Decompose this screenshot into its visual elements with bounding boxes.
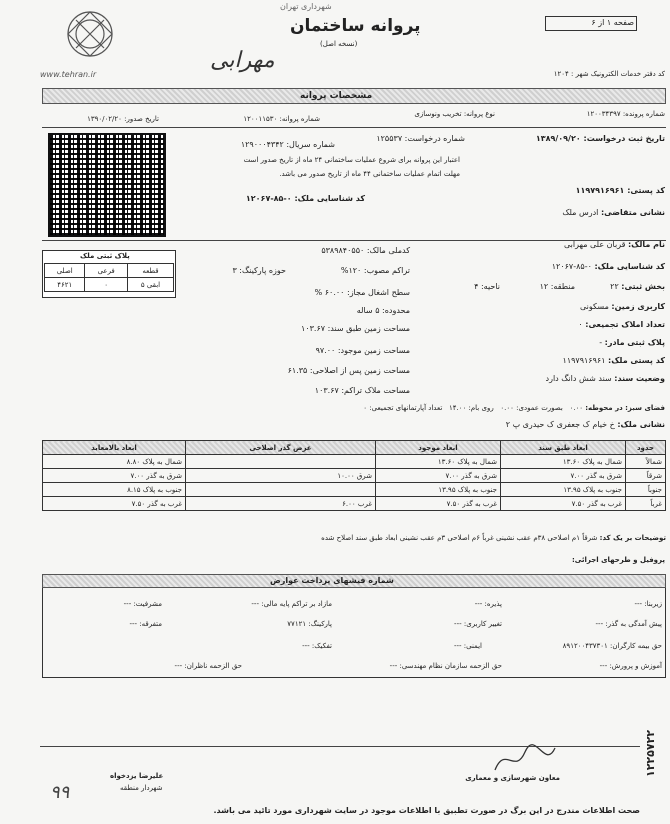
permit-type-value: تخریب ونوسازی — [414, 110, 462, 118]
postal2-label: کد پستی ملک: — [608, 356, 665, 365]
national-label: کدملی مالک: — [366, 246, 410, 255]
fee-label: مشرفیت: — [133, 600, 162, 608]
serial-value: ۱۲۹۰۰۰۴۳۴۲ — [240, 140, 284, 149]
file-no — [495, 110, 665, 119]
owner-name-label: نام مالک: — [627, 240, 665, 249]
postal-code — [470, 186, 665, 196]
fee-value: --- — [599, 662, 608, 670]
serial-label: شماره سریال: — [286, 140, 335, 149]
apartments-value: ۰ — [363, 404, 368, 412]
roof-value: ۱۴.۰۰ — [448, 404, 467, 412]
plaque-col: اصلی — [45, 264, 85, 278]
density-value: ۱۲۰% — [340, 266, 362, 275]
parking-zone-value: ۳ — [232, 266, 237, 275]
org-top: شهرداری تهران — [280, 2, 332, 11]
issue-date — [44, 115, 159, 124]
limit-label: محدوده: — [382, 306, 410, 315]
serial-no — [180, 140, 335, 150]
handwritten-name: مهرابی — [210, 48, 275, 73]
fee-label: تفکیک: — [311, 642, 332, 650]
land-doc-value: ۱۰۳.۶۷ — [301, 324, 326, 333]
fee-item — [532, 600, 662, 609]
deed-status — [420, 374, 665, 384]
signer-right-title: معاون شهرسازی و معماری — [465, 774, 560, 782]
density-label: تراکم مصوب: — [363, 266, 410, 275]
fee-label: حق الزحمه ناظران: — [184, 662, 242, 670]
fee-item — [392, 620, 502, 629]
fee-label: آموزش و پرورش: — [609, 662, 662, 670]
address-label: نشانی متقاضی: — [600, 208, 665, 217]
request-no-value: ۱۲۵۵۳۷ — [376, 134, 403, 143]
office-label: کد دفتر خدمات الکترونیک شهر : — [571, 70, 665, 78]
occupancy — [225, 288, 410, 298]
fee-value: --- — [454, 620, 462, 628]
fee-value: --- — [302, 642, 310, 650]
bounds-cell: شمال به پلاک ۱۳.۶۰ — [376, 455, 501, 469]
land-use — [420, 302, 665, 312]
fee-value: --- — [123, 600, 132, 608]
validity-line-2: مهلت اتمام عملیات ساختمانی ۴۴ ماه از تاریخ صدور می باشد. — [279, 170, 460, 178]
file-no-value: ۱۲۰۰۳۴۳۹۷ — [586, 110, 621, 118]
bounds-cell: جنوباً — [626, 483, 666, 497]
permit-type — [325, 110, 495, 119]
page-subtitle: (نسخه اصل) — [320, 40, 358, 48]
plaque-val: ۴۶۲۱ — [45, 278, 85, 292]
landuse-value: مسکونی — [579, 302, 609, 311]
density — [290, 266, 410, 276]
file-no-label: شماره پرونده: — [622, 110, 665, 118]
limit-value: ۵ ساله — [356, 306, 380, 315]
fee-item — [502, 642, 662, 651]
owner-name — [420, 240, 665, 250]
owner-name-value: قربان علی مهرابی — [563, 240, 626, 249]
validity-line-1: اعتبار این پروانه برای شروع عملیات ساختمانی ۲۴ ماه از تاریخ صدور است — [243, 156, 460, 164]
issue-date-value: ۱۳۹۰/۰۲/۲۰ — [87, 115, 122, 123]
plaque-val: ابقی ۵ — [127, 278, 173, 292]
green-vert-value: ۰.۰۰ — [500, 404, 514, 412]
plaque-val: ۰ — [85, 278, 128, 292]
table-row — [43, 469, 666, 483]
bounds-cell: شرق به گذر ۷.۰۰ — [376, 469, 501, 483]
website-url: www.tehran.ir — [40, 70, 97, 79]
land-exist-value: ۹۷.۰۰ — [315, 346, 336, 355]
address-value: ادرس ملک — [562, 208, 599, 217]
bounds-cell — [186, 455, 376, 469]
plaque-col: فرعی — [85, 264, 128, 278]
density-area — [225, 386, 410, 396]
notes-label: توضیحات بر یک کد: — [599, 534, 666, 542]
page-counter-text — [548, 18, 634, 28]
bounds-header: عرض گذر اصلاحی — [186, 441, 376, 455]
bounds-cell: جنوب به پلاک ۸.۱۵ — [43, 483, 186, 497]
bounds-cell: غرب به گذر ۷.۵۰ — [501, 497, 626, 511]
fee-item — [182, 642, 332, 651]
bounds-cell: شمالاً — [626, 455, 666, 469]
fee-label: متفرقه: — [139, 620, 162, 628]
occupancy-label: سطح اشغال مجاز: — [347, 288, 410, 297]
fee-label: پیش آمدگی به گذر: — [605, 620, 662, 628]
mother-plaque — [420, 338, 665, 348]
green-space — [205, 404, 665, 413]
limit — [225, 306, 410, 316]
fee-item — [182, 620, 332, 629]
occupancy-value: ۶۰.۰۰ % — [314, 288, 345, 297]
merged-value: ۰ — [578, 320, 583, 329]
merged-label: تعداد املاک تجمیعی: — [585, 320, 665, 329]
bounds-header: ابعاد موجود — [376, 441, 501, 455]
status-label: وضعیت سند: — [614, 374, 665, 383]
fees-title: شماره فیشهای پرداخت عوارض — [270, 576, 394, 585]
bounds-header: ابعاد طبق سند — [501, 441, 626, 455]
parking-zone-label: حوزه پارکینگ: — [239, 266, 286, 275]
land-after-value: ۶۱.۳۵ — [287, 366, 308, 375]
qr-code-icon — [48, 133, 166, 237]
request-date-value: ۱۳۸۹/۰۹/۲۰ — [535, 134, 581, 143]
addr-label: نشانی ملک: — [617, 420, 665, 429]
section-permit-title: مشخصات پروانه — [300, 91, 373, 101]
permit-type-label: نوع پروانه: — [463, 110, 495, 118]
owner-id-value: ۰-۸۵-۱۲۰۶۷ — [245, 194, 292, 203]
status-value: سند شش دانگ دارد — [545, 374, 612, 383]
land-area-after — [225, 366, 410, 376]
notes-text: شرقاً ۱م اصلاحی ۳۸م عقب نشینی غرباً ۶م اصلاحی ۳م عقب نشینی ابعاد طبق سند اصلاح شده — [321, 534, 598, 542]
handwritten-number: ۹۹ — [50, 782, 70, 803]
fee-label: پذیره: — [484, 600, 502, 608]
bounds-cell: جنوب به پلاک ۱۳.۹۵ — [376, 483, 501, 497]
page-current: ۱ — [606, 18, 612, 27]
land-area-existing — [225, 346, 410, 356]
page-title: پروانه ساختمان — [290, 16, 421, 36]
permit-no — [160, 115, 320, 124]
divider — [42, 127, 666, 128]
addr-value: خ خیام ک جعفری ک حیدری پ ۲ — [505, 420, 615, 429]
profile-label: پروفیل و طرحهای اجرائی: — [571, 556, 665, 564]
bounds-cell: شرق به گذر ۷.۰۰ — [43, 469, 186, 483]
bounds-cell: شرق ۱۰.۰۰ — [186, 469, 376, 483]
fee-label: ایمنی: — [463, 642, 482, 650]
bounds-cell: شمال به پلاک ۱۳.۶۰ — [501, 455, 626, 469]
municipality-logo-icon — [58, 6, 122, 64]
plaque-title: پلاک ثبتی ملک — [80, 252, 130, 260]
bounds-header: حدود — [626, 441, 666, 455]
fee-item — [532, 620, 662, 629]
request-date — [470, 134, 665, 144]
fee-value: ۸۹۱۲۰۰۴۳۷۳۰۱ — [562, 642, 608, 650]
green-yard-value: ۰.۰۰ — [569, 404, 583, 412]
page-total: ۶ — [591, 18, 596, 27]
bounds-table — [42, 440, 666, 511]
signer-left-title: شهردار منطقه — [120, 784, 163, 792]
property-address — [300, 420, 665, 430]
green-vert-label: بصورت عمودی: — [516, 404, 563, 412]
bounds-cell: شرق به گذر ۷.۰۰ — [501, 469, 626, 483]
bounds-cell: جنوب به پلاک ۱۳.۹۵ — [501, 483, 626, 497]
permit-no-value: ۱۲۰۰۱۱۵۳۰ — [243, 115, 278, 123]
parking-zone — [186, 266, 286, 276]
fee-value: --- — [453, 642, 462, 650]
table-row — [43, 455, 666, 469]
property-id — [420, 262, 665, 272]
side-number: ۱۲۲۵۷۲۲ — [644, 730, 657, 777]
fee-label: تغییر کاربری: — [463, 620, 502, 628]
fee-label: زیربنا: — [644, 600, 662, 608]
office-code — [440, 70, 665, 79]
plaque-table — [44, 263, 174, 292]
postal2-value: ۱۱۹۷۹۱۶۹۶۱ — [562, 356, 606, 365]
fee-value: --- — [389, 662, 398, 670]
fee-value: ۷۷۱۲۱ — [287, 620, 307, 628]
page-of: از — [598, 18, 605, 27]
mother-label: پلاک ثبتی مادر: — [604, 338, 665, 347]
area-label: ناحیه: — [480, 282, 500, 291]
fee-item — [392, 642, 482, 651]
fee-value: --- — [129, 620, 138, 628]
table-row — [43, 483, 666, 497]
table-row — [43, 497, 666, 511]
bounds-header: ابعاد بالامعابد — [43, 441, 186, 455]
fee-item — [52, 600, 162, 609]
issue-date-label: تاریخ صدور: — [124, 115, 159, 123]
area-value: ۴ — [474, 282, 479, 291]
bounds-cell — [186, 483, 376, 497]
fee-label: حق الزحمه سازمان نظام مهندسی: — [399, 662, 502, 670]
fee-label: حق بیمه کارگران: — [610, 642, 662, 650]
fee-label: مازاد بر تراکم پایه مالی: — [261, 600, 332, 608]
office-value: ۱۲۰۴ — [553, 70, 569, 78]
request-no-label: شماره درخواست: — [404, 134, 465, 143]
plaque-col: قطعه — [127, 264, 173, 278]
density-area-label: مساحت ملاک تراکم: — [341, 386, 410, 395]
bounds-cell: شمال به پلاک ۸.۸۰ — [43, 455, 186, 469]
bounds-cell: غرب به گذر ۷.۵۰ — [376, 497, 501, 511]
region-value: ۱۲ — [539, 282, 549, 291]
land-area-doc — [225, 324, 410, 334]
land-exist-label: مساحت زمین موجود: — [337, 346, 410, 355]
roof-label: روی بام: — [468, 404, 494, 412]
landuse-label: کاربری زمین: — [611, 302, 665, 311]
postal-label: کد پستی: — [627, 186, 665, 195]
fee-value: --- — [251, 600, 259, 608]
fee-item — [302, 662, 502, 671]
bounds-cell: غرباً — [626, 497, 666, 511]
bounds-cell: غرب به گذر ۷.۵۰ — [43, 497, 186, 511]
land-after-label: مساحت زمین پس از اصلاحی: — [309, 366, 410, 375]
density-area-value: ۱۰۳.۶۷ — [314, 386, 339, 395]
owner-national-id — [220, 246, 410, 256]
district-value: ۲۲ — [610, 282, 619, 291]
prop-id-value: ۰-۸۵-۱۲۰۶۷ — [551, 262, 592, 271]
fee-value: --- — [634, 600, 643, 608]
mother-value: - — [599, 338, 603, 347]
merged-properties — [420, 320, 665, 330]
land-doc-label: مساحت زمین طبق سند: — [327, 324, 410, 333]
region-label: منطقه: — [550, 282, 575, 291]
footer-disclaimer: صحت اطلاعات مندرج در این برگ در صورت تطبیق با اطلاعات موجود در سایت شهرداری مورد تائید می باشد. — [213, 806, 640, 815]
signer-left-name: علیرضا یزدخواه — [110, 772, 164, 780]
fee-item — [182, 600, 332, 609]
postal-value: ۱۱۹۷۹۱۶۹۶۱ — [575, 186, 625, 195]
owner-property-id — [180, 194, 365, 204]
owner-id-label: کد شناسایی ملک: — [294, 194, 365, 203]
applicant-address — [470, 208, 665, 218]
fee-label: پارکینگ: — [308, 620, 332, 628]
region — [505, 282, 575, 292]
fee-value: --- — [474, 600, 483, 608]
green-label: فضای سبز: در محوطه: — [585, 404, 665, 412]
fee-item — [402, 600, 502, 609]
request-date-label: تاریخ ثبت درخواست: — [583, 134, 665, 143]
registry-district — [580, 282, 665, 292]
apartments-label: تعداد آپارتمانهای تجمیعی: — [369, 404, 443, 412]
notes — [42, 534, 666, 543]
district-label: بخش ثبتی: — [621, 282, 665, 291]
fee-value: --- — [174, 662, 183, 670]
request-no — [340, 134, 465, 144]
page-label: صفحه — [613, 18, 634, 27]
area — [440, 282, 500, 292]
fee-value: --- — [595, 620, 604, 628]
fee-item — [532, 662, 662, 671]
fee-item — [52, 620, 162, 629]
permit-no-label: شماره پروانه: — [279, 115, 320, 123]
bounds-cell: غرب ۶.۰۰ — [186, 497, 376, 511]
national-value: ۵۳۸۹۸۴۰۵۵۰ — [321, 246, 365, 255]
prop-id-label: کد شناسایی ملک: — [594, 262, 665, 271]
bounds-cell: شرقاً — [626, 469, 666, 483]
fee-item — [82, 662, 242, 671]
property-postal — [420, 356, 665, 366]
